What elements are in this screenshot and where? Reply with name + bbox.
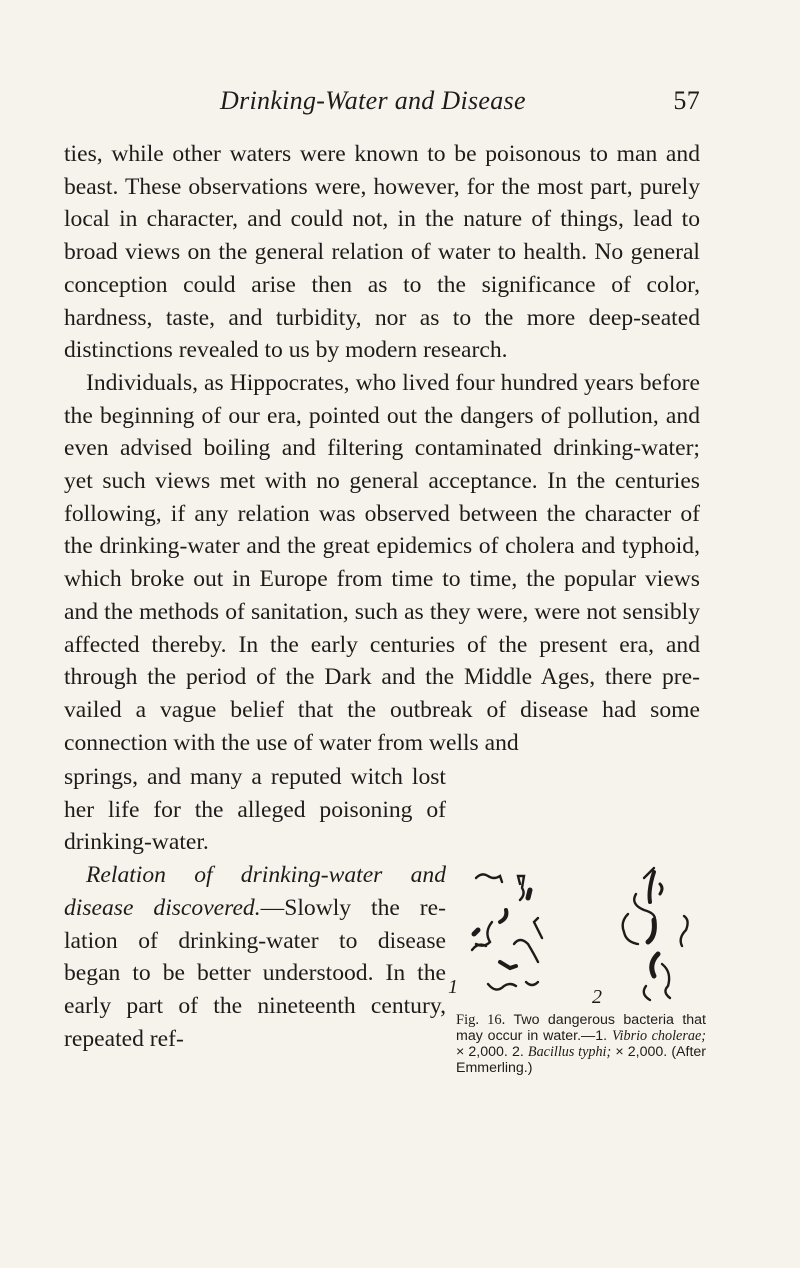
figure-label-2: 2	[592, 986, 602, 1008]
paragraph-2-tail: springs, and many a reputed witch lost her life for the alleged poisoning of drinking-water.	[64, 764, 446, 856]
paragraph-3-text: —Slowly the relation of drinking-water to disease began to be better understood. In the early part of the nineteenth century, repeated ref-	[64, 894, 446, 1052]
caption-text-a: Two dangerous bacteria that may occur in water.—1.	[456, 1012, 706, 1044]
body-text-top	[64, 138, 700, 759]
figure-caption	[456, 1012, 706, 1076]
body-text-side	[64, 761, 446, 1055]
vibrio-cholerae-icon	[472, 874, 542, 989]
caption-species-2: Bacillus typhi;	[527, 1044, 612, 1060]
caption-species-1: Vibrio cholerae;	[611, 1028, 706, 1044]
paragraph-1: ties, while other waters were known to be poisonous to man and beast. These observations were, however, for the most part, purely local in character, and could not, in the nature of things, lead to broad views on the general relation of water to health. No general conception could arise then as to the significance of color, hardness, taste, and turbidity, nor as to the more deep-seated distinctions revealed to us by modern research.	[64, 141, 700, 364]
caption-text-b: × 2,000. 2.	[456, 1044, 524, 1060]
caption-text-c: × 2,000. (After Emmerling.)	[456, 1044, 706, 1076]
paragraph-3-lead: Relation of drinking-water and disease discovered.	[64, 862, 446, 921]
bacteria-illustration	[448, 858, 708, 1008]
paragraph-2: Individuals, as Hippocrates, who lived four hundred years before the beginning of our era, pointed out the dangers of pollution, and even advised boiling and filtering contaminated drinking-water; yet such views met with no general acceptance. In the centuries following, if any relation was observed between the character of the drinking-water and the great epidemics of cholera and typhoid, which broke out in Europe from time to time, the popular views and the methods of sanitation, such as they were, were not sensibly affected thereby. In the early centuries of the present era, and through the period of the Dark and the Middle Ages, there prevailed a vague belief that the outbreak of disease had some connection with the use of water from wells and	[64, 369, 700, 756]
figure-label-1: 1	[448, 976, 458, 998]
running-head	[220, 86, 700, 120]
chapter-title: Drinking-Water and Disease	[220, 86, 526, 115]
page-number: 57	[673, 86, 700, 115]
bacillus-typhi-icon	[623, 868, 688, 1000]
caption-fig-number: Fig. 16.	[456, 1012, 506, 1028]
